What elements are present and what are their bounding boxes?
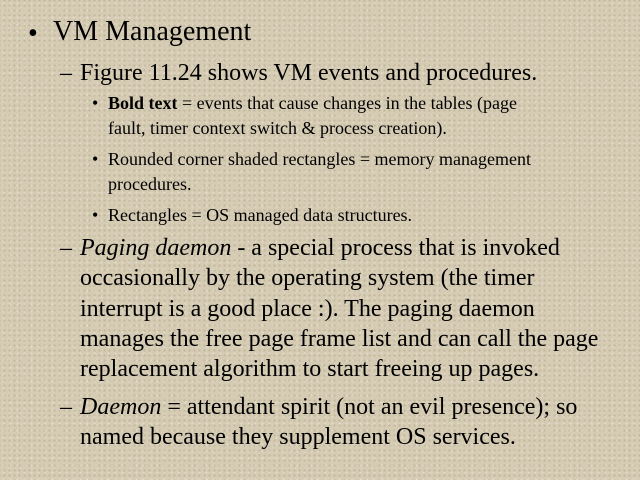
paging-daemon-line-4: manages the free page frame list and can call the page xyxy=(80,326,599,352)
rectangles-definition-line: Rectangles = OS managed data structures. xyxy=(108,205,413,225)
paging-daemon-term: Paging daemon xyxy=(80,235,232,261)
level2-dash: – xyxy=(60,394,72,420)
daemon-term: Daemon xyxy=(80,394,162,420)
daemon-definition-start: = attendant spirit (not an evil presence); so xyxy=(161,394,578,420)
level3-bullet: • xyxy=(92,149,99,169)
bold-text-label: Bold text xyxy=(108,93,178,113)
level3-bullet: • xyxy=(92,205,99,225)
paging-daemon-line-1 xyxy=(80,236,560,260)
paging-daemon-line-3: interrupt is a good place :). The paging daemon xyxy=(80,296,535,322)
level2-dash: – xyxy=(60,235,72,261)
level3-bullet: • xyxy=(92,93,99,113)
figure-summary-line: Figure 11.24 shows VM events and procedures. xyxy=(80,60,538,86)
level2-dash: – xyxy=(60,60,72,86)
bold-text-definition-line-1 xyxy=(108,94,517,112)
bold-text-definition: = events that cause changes in the tables (page xyxy=(177,93,518,113)
daemon-definition-line-1 xyxy=(80,395,577,419)
paging-daemon-line-5: replacement algorithm to start freeing up pages. xyxy=(80,356,540,382)
rounded-rectangles-definition-line-1: Rounded corner shaded rectangles = memory management xyxy=(108,149,531,169)
paging-daemon-definition-start: - a special process that is invoked xyxy=(231,235,560,261)
title-bullet: • xyxy=(28,18,38,49)
paging-daemon-line-2: occasionally by the operating system (the timer xyxy=(80,265,535,291)
slide-title: VM Management xyxy=(53,16,252,47)
rounded-rectangles-definition-line-2: procedures. xyxy=(108,174,192,194)
bold-text-definition-line-2: fault, timer context switch & process creation). xyxy=(108,118,447,138)
daemon-definition-line-2: named because they supplement OS services. xyxy=(80,424,516,450)
